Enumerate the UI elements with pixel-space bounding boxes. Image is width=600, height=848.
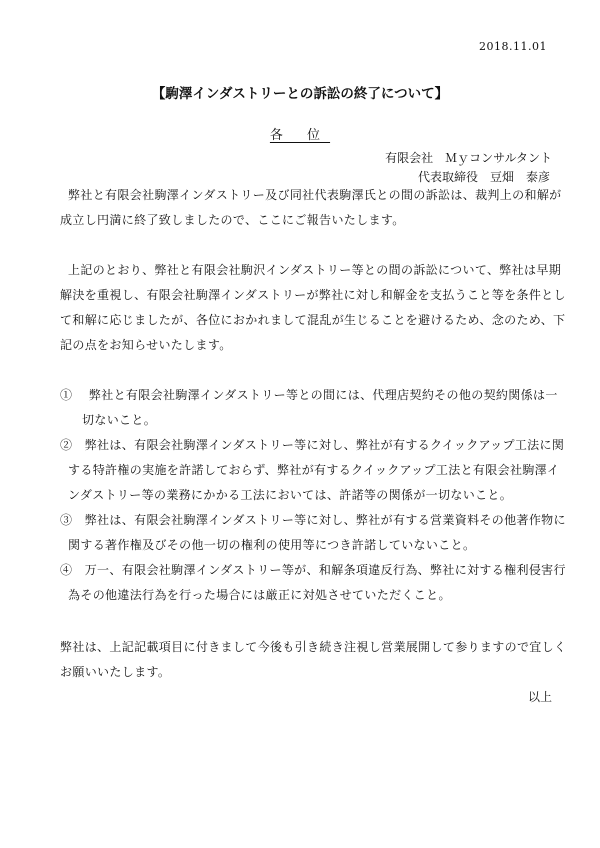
document-date: 2018.11.01 [479,40,547,53]
document-title: 【駒澤インダストリーとの訴訟の終了について】 [151,86,449,102]
list-item-line: ③ 弊社は、有限会社駒澤インダストリー等に対し、弊社が有する営業資料その他著作物に [60,513,566,527]
sender-company: 有限会社 Ｍｙコンサルタント [385,151,552,165]
list-item-line: 関する著作権及びその他一切の権利の使用等につき許諾していないこと。 [68,538,476,552]
sender-representative: 代表取締役 豆畑 泰彦 [417,170,550,184]
paragraph2-line: て和解に応じましたが、各位におかれまして混乱が生じることを避けるため、念のため、下 [60,313,566,327]
closing-mark: 以上 [527,690,552,704]
list-item-line: 為その他違法行為を行った場合には厳正に対処させていただくこと。 [68,588,451,602]
list-item-line: ンダストリー等の業務にかかる工法においては、許諾等の関係が一切ないこと。 [68,488,513,502]
paragraph2-line: 上記のとおり、弊社と有限会社駒沢インダストリー等との間の訴訟について、弊社は早期 [68,263,562,277]
paragraph1-line: 成立し円満に終了致しましたので、ここにご報告いたします。 [60,213,405,227]
list-item-line: する特許権の実施を許諾しておらず、弊社が有するクイックアップ工法と有限会社駒澤イ [68,463,560,477]
list-item-line: ② 弊社は、有限会社駒澤インダストリー等に対し、弊社が有するクイックアップ工法に関 [60,438,565,452]
paragraph3-line: 弊社は、上記記載項目に付きまして今後も引き続き注視し営業展開して参りますので宜しく [60,640,567,654]
list-item-line: ④ 万一、有限会社駒澤インダストリー等が、和解条項違反行為、弊社に対する権利侵害行 [60,563,566,577]
paragraph2-line: 解決を重視し、有限会社駒澤インダストリーが弊社に対し和解金を支払うこと等を条件とし [60,288,566,302]
paragraph3-line: お願いいたします。 [60,665,171,679]
list-item-line: 切ないこと。 [82,413,157,427]
paragraph2-line: 記の点をお知らせいたします。 [60,338,232,352]
paragraph1-line: 弊社と有限会社駒澤インダストリー及び同社代表駒澤氏との間の訴訟は、裁判上の和解が [68,188,562,202]
salutation: 各 位 [269,128,331,143]
list-item-line: ① 弊社と有限会社駒澤インダストリー等との間には、代理店契約その他の契約関係は一 [60,388,558,402]
